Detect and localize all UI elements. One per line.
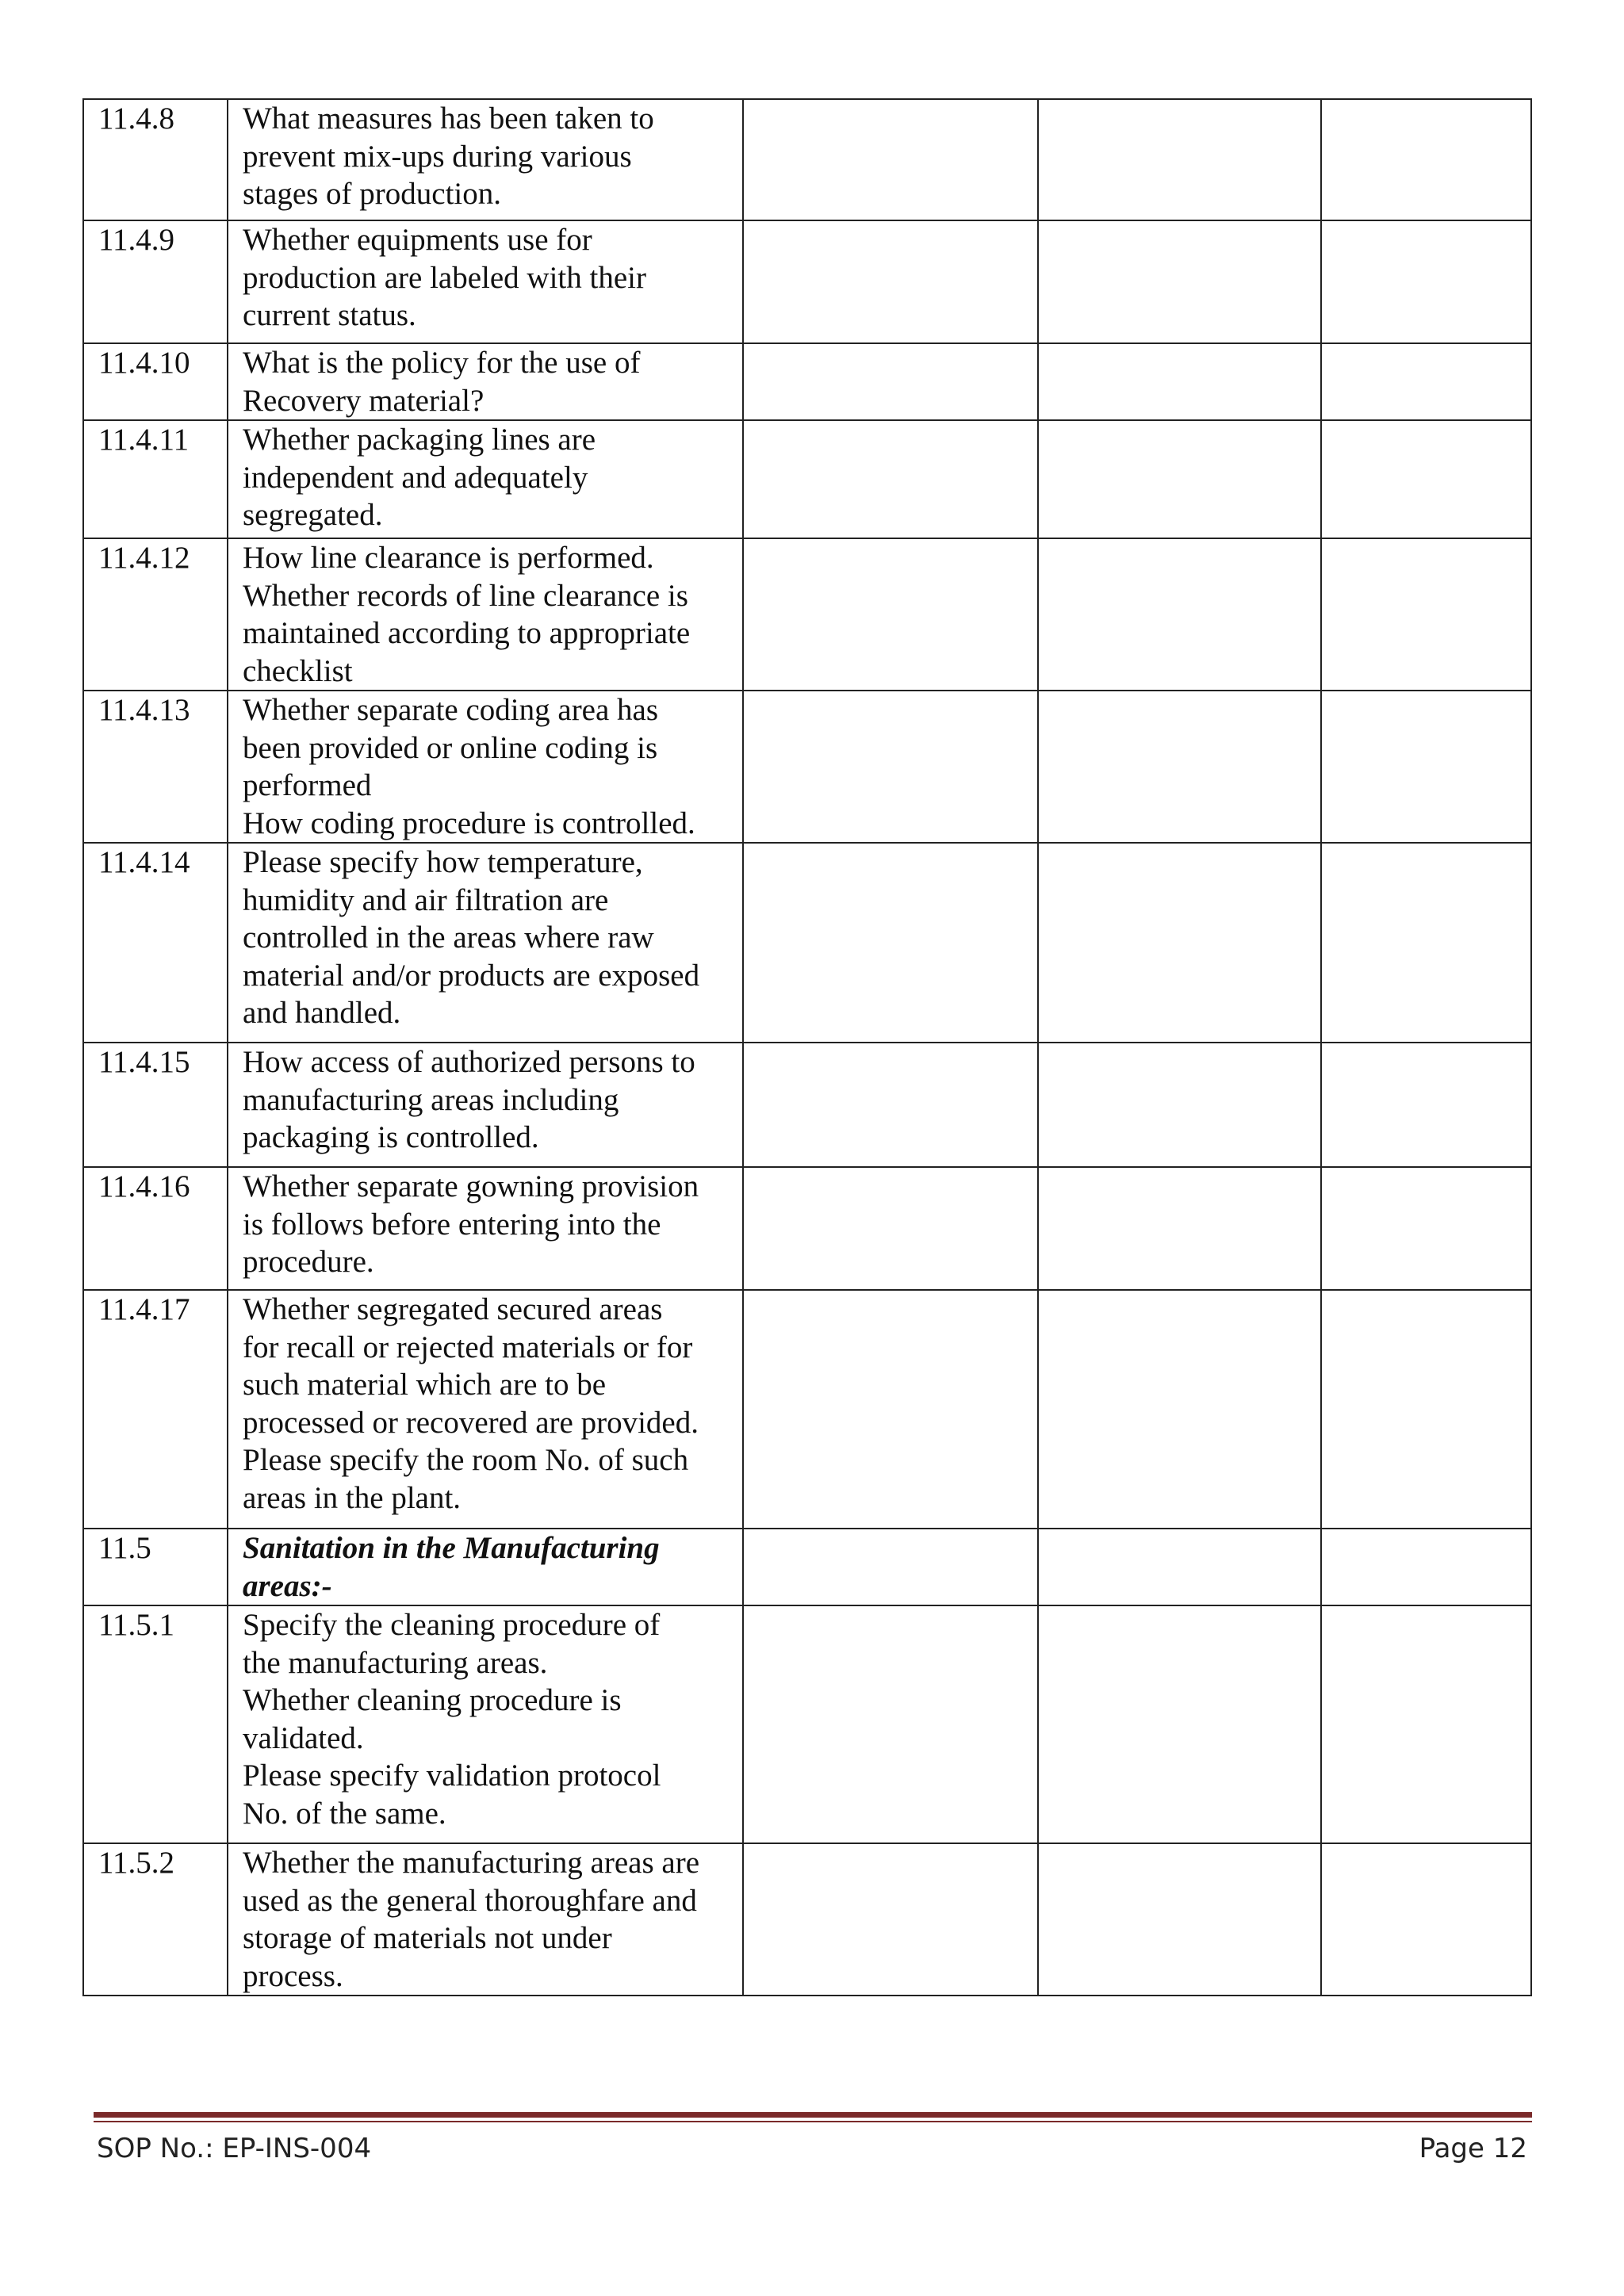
response-cell — [743, 220, 1038, 343]
description-line: Recovery material? — [243, 383, 485, 418]
item-number: 11.4.13 — [83, 691, 228, 843]
remarks-cell — [1038, 1167, 1321, 1290]
description-line: material and/or products are exposed — [243, 958, 700, 993]
description-line: Whether separate coding area has — [243, 693, 659, 727]
table-row — [83, 843, 1531, 1043]
description-line: controlled in the areas where raw — [243, 920, 654, 955]
remarks-cell — [1038, 843, 1321, 1043]
description-line: Whether cleaning procedure is — [243, 1683, 622, 1717]
item-description — [228, 1605, 743, 1843]
table-row — [83, 420, 1531, 538]
item-number: 11.4.12 — [83, 538, 228, 691]
item-description — [228, 1843, 743, 1996]
description-line: validated. — [243, 1720, 364, 1755]
description-line: the manufacturing areas. — [243, 1645, 548, 1680]
item-number: 11.5.1 — [83, 1605, 228, 1843]
remarks-cell — [1038, 1605, 1321, 1843]
description-line: How line clearance is performed. — [243, 541, 654, 575]
sop-number: SOP No.: EP-INS-004 — [97, 2133, 372, 2164]
description-line: manufacturing areas including — [243, 1082, 619, 1117]
item-description — [228, 691, 743, 843]
remarks-cell — [1038, 691, 1321, 843]
response-cell — [743, 1529, 1038, 1605]
item-number: 11.4.11 — [83, 420, 228, 538]
response-cell — [743, 420, 1038, 538]
response-cell — [743, 1843, 1038, 1996]
response-cell — [743, 1167, 1038, 1290]
description-line: humidity and air filtration are — [243, 882, 609, 917]
status-cell — [1321, 343, 1531, 420]
table-row — [83, 343, 1531, 420]
item-number: 11.5 — [83, 1529, 228, 1605]
table-row — [83, 1529, 1531, 1605]
description-line: Whether segregated secured areas — [243, 1292, 663, 1326]
response-cell — [743, 691, 1038, 843]
response-cell — [743, 99, 1038, 220]
item-number: 11.4.8 — [83, 99, 228, 220]
response-cell — [743, 343, 1038, 420]
status-cell — [1321, 99, 1531, 220]
description-line: checklist — [243, 653, 353, 688]
table-row — [83, 1043, 1531, 1167]
description-line: Please specify validation protocol — [243, 1758, 661, 1793]
description-line: procedure. — [243, 1245, 374, 1279]
status-cell — [1321, 220, 1531, 343]
table-row — [83, 691, 1531, 843]
description-line: storage of materials not under — [243, 1921, 612, 1955]
remarks-cell — [1038, 1843, 1321, 1996]
description-line: Whether separate gowning provision — [243, 1169, 699, 1203]
item-description — [228, 1290, 743, 1529]
section-heading — [228, 1529, 743, 1605]
remarks-cell — [1038, 220, 1321, 343]
response-cell — [743, 1043, 1038, 1167]
status-cell — [1321, 538, 1531, 691]
description-line: Whether equipments use for — [243, 223, 592, 257]
item-description — [228, 220, 743, 343]
footer-divider-thin — [94, 2121, 1532, 2122]
description-line: and handled. — [243, 996, 401, 1030]
description-line: Whether packaging lines are — [243, 423, 596, 457]
item-number: 11.4.17 — [83, 1290, 228, 1529]
item-number: 11.4.10 — [83, 343, 228, 420]
description-line: What measures has been taken to — [243, 101, 654, 136]
item-number: 11.5.2 — [83, 1843, 228, 1996]
status-cell — [1321, 1290, 1531, 1529]
description-line: Whether records of line clearance is — [243, 578, 688, 613]
description-line: production are labeled with their — [243, 260, 646, 295]
response-cell — [743, 1605, 1038, 1843]
description-line: segregated. — [243, 498, 383, 532]
table-row — [83, 1843, 1531, 1996]
description-line: been provided or online coding is — [243, 730, 658, 765]
item-number: 11.4.16 — [83, 1167, 228, 1290]
table-row — [83, 1167, 1531, 1290]
item-number: 11.4.14 — [83, 843, 228, 1043]
description-line: Sanitation in the Manufacturing — [243, 1531, 660, 1565]
response-cell — [743, 843, 1038, 1043]
description-line: stages of production. — [243, 177, 502, 211]
response-cell — [743, 1290, 1038, 1529]
description-line: maintained according to appropriate — [243, 616, 691, 650]
description-line: independent and adequately — [243, 460, 588, 495]
item-description — [228, 1167, 743, 1290]
remarks-cell — [1038, 538, 1321, 691]
table-row — [83, 1290, 1531, 1529]
remarks-cell — [1038, 1043, 1321, 1167]
description-line: is follows before entering into the — [243, 1207, 661, 1242]
item-description — [228, 1043, 743, 1167]
status-cell — [1321, 1843, 1531, 1996]
status-cell — [1321, 1043, 1531, 1167]
response-cell — [743, 538, 1038, 691]
description-line: areas:- — [243, 1568, 332, 1603]
description-line: prevent mix-ups during various — [243, 139, 632, 174]
description-line: Please specify the room No. of such — [243, 1443, 689, 1477]
status-cell — [1321, 1529, 1531, 1605]
checklist-table — [82, 98, 1532, 1996]
table-row — [83, 538, 1531, 691]
description-line: packaging is controlled. — [243, 1120, 539, 1154]
description-line: performed — [243, 768, 372, 802]
description-line: process. — [243, 1958, 343, 1993]
description-line: What is the policy for the use of — [243, 346, 641, 380]
remarks-cell — [1038, 1290, 1321, 1529]
status-cell — [1321, 843, 1531, 1043]
status-cell — [1321, 1605, 1531, 1843]
table-row — [83, 220, 1531, 343]
description-line: used as the general thoroughfare and — [243, 1883, 697, 1918]
status-cell — [1321, 691, 1531, 843]
item-number: 11.4.15 — [83, 1043, 228, 1167]
description-line: How access of authorized persons to — [243, 1045, 695, 1079]
footer-divider — [94, 2112, 1532, 2118]
item-description — [228, 420, 743, 538]
description-line: Please specify how temperature, — [243, 845, 643, 879]
status-cell — [1321, 420, 1531, 538]
page-number: Page 12 — [1419, 2133, 1527, 2164]
item-description — [228, 99, 743, 220]
description-line: such material which are to be — [243, 1368, 607, 1402]
remarks-cell — [1038, 420, 1321, 538]
description-line: How coding procedure is controlled. — [243, 806, 695, 840]
table-row — [83, 99, 1531, 220]
status-cell — [1321, 1167, 1531, 1290]
item-description — [228, 343, 743, 420]
remarks-cell — [1038, 343, 1321, 420]
description-line: Whether the manufacturing areas are — [243, 1846, 700, 1880]
description-line: current status. — [243, 298, 416, 332]
description-line: areas in the plant. — [243, 1480, 462, 1515]
item-description — [228, 843, 743, 1043]
description-line: processed or recovered are provided. — [243, 1405, 699, 1440]
table-row — [83, 1605, 1531, 1843]
description-line: for recall or rejected materials or for — [243, 1330, 693, 1364]
item-number: 11.4.9 — [83, 220, 228, 343]
remarks-cell — [1038, 99, 1321, 220]
item-description — [228, 538, 743, 691]
description-line: No. of the same. — [243, 1796, 446, 1831]
remarks-cell — [1038, 1529, 1321, 1605]
description-line: Specify the cleaning procedure of — [243, 1608, 661, 1642]
